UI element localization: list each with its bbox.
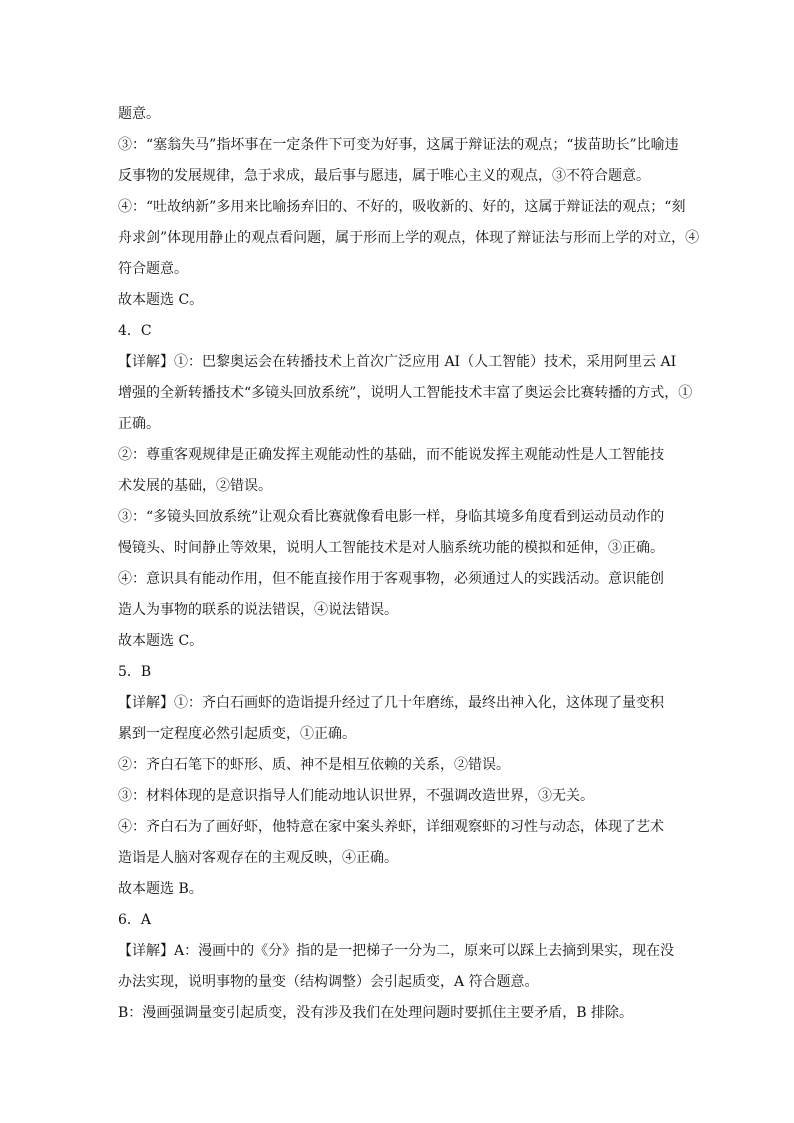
text-line: 造人为事物的联系的说法错误，④说法错误。 [118,602,398,618]
text-line: ③：“塞翁失马”指坏事在一定条件下可变为好事，这属于辩证法的观点；“拔苗助长”比喻违 [118,137,679,153]
text-line: ③：“多镜头回放系统”让观众看比赛就像看电影一样，身临其境多角度看到运动员动作的 [118,509,665,525]
answer-number: 4．C [118,323,152,339]
text-line: ④：齐白石为了画好虾，他特意在家中案头养虾，详细观察虾的习性与动态，体现了艺术 [118,819,664,835]
text-line: 反事物的发展规律，急于求成，最后事与愿违，属于唯心主义的观点，③不符合题意。 [118,168,650,184]
text-line: 累到一定程度必然引起质变，①正确。 [118,726,356,742]
text-line: 正确。 [118,416,160,432]
text-line: 慢镜头、时间静止等效果，说明人工智能技术是对人脑系统功能的模拟和延伸，③正确。 [118,540,664,556]
text-line: 故本题选 C。 [118,292,204,308]
text-line: 造诣是人脑对客观存在的主观反映，④正确。 [118,850,398,866]
text-line: 术发展的基础，②错误。 [118,478,272,494]
text-line: 故本题选 C。 [118,633,204,649]
text-line: ③：材料体现的是意识指导人们能动地认识世界，不强调改造世界，③无关。 [118,788,594,804]
text-line: ④：意识具有能动作用，但不能直接作用于客观事物，必须通过人的实践活动。意识能创 [118,571,664,587]
text-line: 办法实现，说明事物的量变（结构调整）会引起质变，A 符合题意。 [118,974,539,990]
text-line: 【详解】A：漫画中的《分》指的是一把梯子一分为二，原来可以踩上去摘到果实，现在没 [118,943,675,959]
text-line: ②：尊重客观规律是正确发挥主观能动性的基础，而不能说发挥主观能动性是人工智能技 [118,447,664,463]
text-line: 符合题意。 [118,261,188,277]
text-line: 增强的全新转播技术“多镜头回放系统”，说明人工智能技术丰富了奥运会比赛转播的方式，① [118,385,693,401]
text-line: B：漫画强调量变引起质变，没有涉及我们在处理问题时要抓住主要矛盾，B 排除。 [118,1005,634,1021]
text-line: ④：“吐故纳新”多用来比喻扬弃旧的、不好的，吸收新的、好的，这属于辩证法的观点；“刻 [118,199,686,215]
text-line: 题意。 [118,106,160,122]
text-line: 故本题选 B。 [118,881,203,897]
text-line: 【详解】①：巴黎奥运会在转播技术上首次广泛应用 AI（人工智能）技术，采用阿里云 AI [118,354,677,370]
text-line: 舟求剑”体现用静止的观点看问题，属于形而上学的观点，体现了辩证法与形而上学的对立，④ [118,230,700,246]
text-line: 【详解】①：齐白石画虾的造诣提升经过了几十年磨练，最终出神入化，这体现了量变积 [118,695,664,711]
answer-number: 5．B [118,664,152,680]
text-line: ②：齐白石笔下的虾形、质、神不是相互依赖的关系，②错误。 [118,757,510,773]
answer-number: 6．A [118,912,152,928]
